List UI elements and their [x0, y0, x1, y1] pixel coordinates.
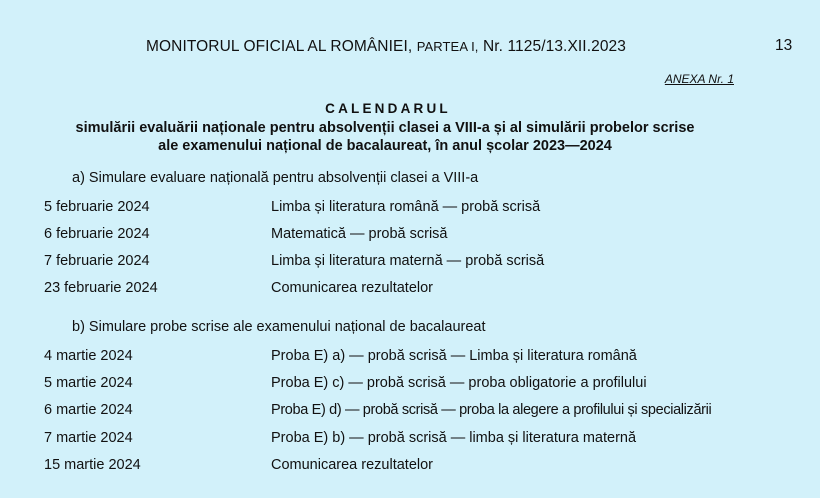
row-date: 6 februarie 2024: [44, 226, 150, 242]
publication-part: PARTEA I,: [416, 39, 479, 54]
row-date: 5 martie 2024: [44, 375, 133, 391]
row-description: Limba și literatura maternă — probă scrisă: [271, 253, 545, 269]
page-number: 13: [775, 37, 793, 54]
row-date: 23 februarie 2024: [44, 280, 158, 296]
issue-number: Nr. 1125/13.XII.2023: [482, 38, 626, 55]
page-header: [146, 38, 626, 56]
row-description: Comunicarea rezultatelor: [271, 457, 433, 473]
section-b-heading: b) Simulare probe scrise ale examenului național de bacalaureat: [72, 319, 486, 335]
document-subtitle-line2: ale examenului național de bacalaureat, în anul școlar 2023—2024: [158, 138, 612, 154]
row-description: Proba E) c) — probă scrisă — proba obligatorie a profilului: [271, 375, 647, 391]
row-description: Proba E) d) — probă scrisă — proba la alegere a profilului și specializării: [271, 402, 712, 418]
annex-label: ANEXA Nr. 1: [664, 72, 734, 86]
row-description: Comunicarea rezultatelor: [271, 280, 433, 296]
row-date: 5 februarie 2024: [44, 199, 150, 215]
row-description: Proba E) a) — probă scrisă — Limba și literatura română: [271, 348, 637, 364]
row-description: Proba E) b) — probă scrisă — limba și literatura maternă: [271, 430, 637, 446]
row-date: 6 martie 2024: [44, 402, 133, 418]
section-a-heading: a) Simulare evaluare națională pentru absolvenții clasei a VIII-a: [72, 170, 479, 186]
row-description: Matematică — probă scrisă: [271, 226, 448, 242]
document-subtitle-line1: simulării evaluării naționale pentru absolvenții clasei a VIII-a și al simulării probelor scrise: [75, 120, 695, 136]
publication-name: MONITORUL OFICIAL AL ROMÂNIEI,: [146, 38, 413, 55]
row-date: 7 martie 2024: [44, 430, 133, 446]
row-date: 15 martie 2024: [44, 457, 141, 473]
row-description: Limba și literatura română — probă scrisă: [271, 199, 541, 215]
row-date: 4 martie 2024: [44, 348, 133, 364]
row-date: 7 februarie 2024: [44, 253, 150, 269]
document-title: CALENDARUL: [325, 101, 451, 116]
